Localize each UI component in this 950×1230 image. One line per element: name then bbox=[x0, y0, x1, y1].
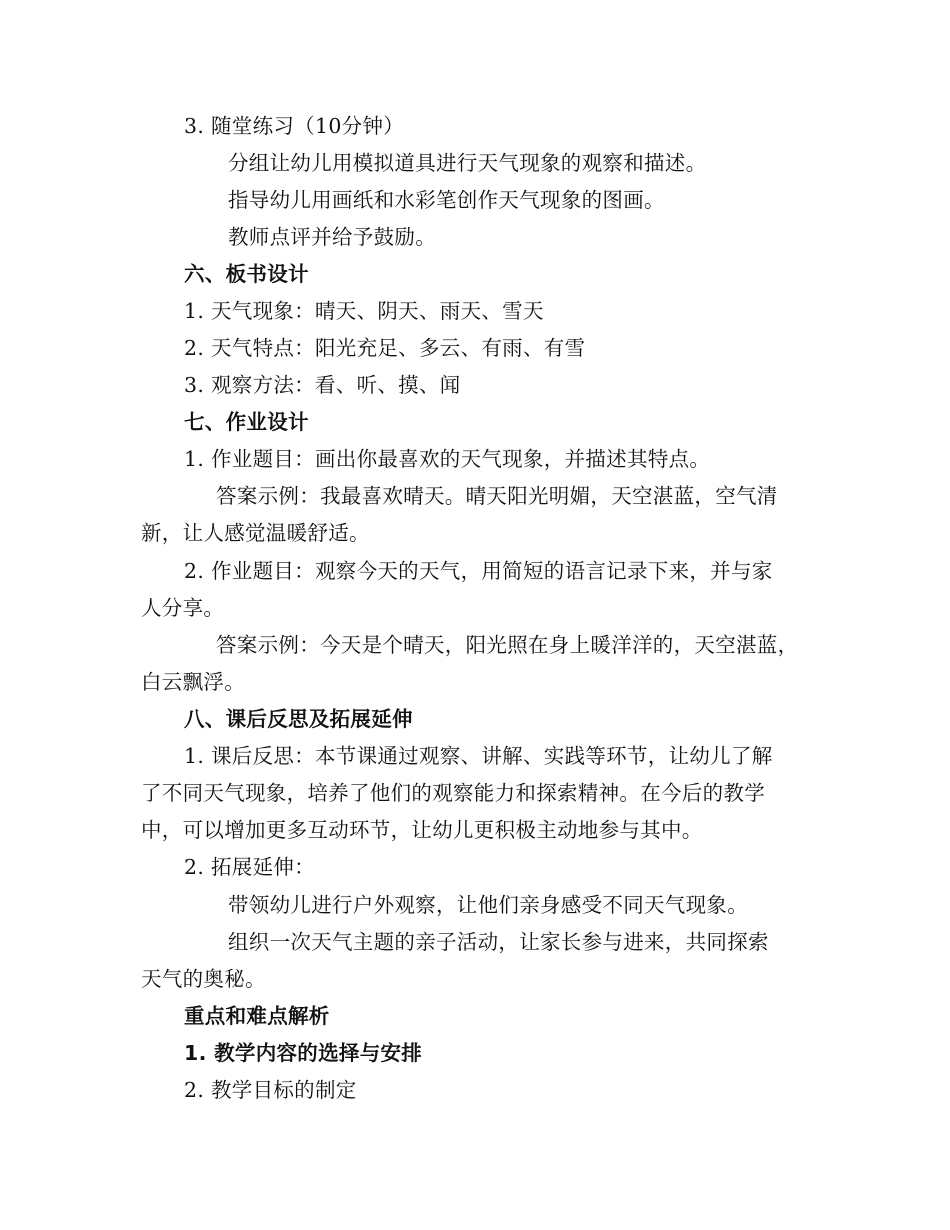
paragraph-line: 了不同天气现象，培养了他们的观察能力和探索精神。在今后的教学 bbox=[141, 781, 765, 805]
list-item-bold: 1. 教学内容的选择与安排 bbox=[184, 1041, 423, 1065]
section-heading-homework: 七、作业设计 bbox=[184, 410, 309, 434]
paragraph-line: 教师点评并给予鼓励。 bbox=[228, 225, 436, 249]
paragraph-line: 中，可以增加更多互动环节，让幼儿更积极主动地参与其中。 bbox=[141, 818, 703, 842]
paragraph-line: 新，让人感觉温暖舒适。 bbox=[141, 521, 370, 545]
list-item: 2. 作业题目：观察今天的天气，用简短的语言记录下来，并与家 bbox=[184, 559, 773, 583]
section-heading-board-design: 六、板书设计 bbox=[184, 262, 309, 286]
paragraph-line: 白云飘浮。 bbox=[141, 670, 245, 694]
paragraph-line: 天气的奥秘。 bbox=[141, 967, 266, 991]
list-item-practice: 3. 随堂练习（10分钟） bbox=[184, 114, 405, 138]
paragraph-line: 答案示例：我最喜欢晴天。晴天阳光明媚，天空湛蓝，空气清 bbox=[216, 484, 778, 508]
list-item: 2. 拓展延伸： bbox=[184, 855, 315, 879]
list-item: 3. 观察方法：看、听、摸、闻 bbox=[184, 373, 461, 397]
list-item: 1. 作业题目：画出你最喜欢的天气现象，并描述其特点。 bbox=[184, 447, 711, 471]
paragraph-line: 组织一次天气主题的亲子活动，让家长参与进来，共同探索 bbox=[228, 930, 769, 954]
section-heading-reflection: 八、课后反思及拓展延伸 bbox=[184, 707, 413, 731]
list-item: 1. 课后反思：本节课通过观察、讲解、实践等环节，让幼儿了解 bbox=[184, 744, 773, 768]
paragraph-line: 分组让幼儿用模拟道具进行天气现象的观察和描述。 bbox=[228, 151, 707, 175]
paragraph-line: 答案示例：今天是个晴天，阳光照在身上暖洋洋的，天空湛蓝， bbox=[216, 633, 799, 657]
paragraph-line: 指导幼儿用画纸和水彩笔创作天气现象的图画。 bbox=[228, 188, 665, 212]
paragraph-line: 带领幼儿进行户外观察，让他们亲身感受不同天气现象。 bbox=[228, 893, 748, 917]
list-item: 2. 教学目标的制定 bbox=[184, 1078, 357, 1102]
section-heading-key-points: 重点和难点解析 bbox=[184, 1004, 330, 1028]
paragraph-line: 人分享。 bbox=[141, 596, 225, 620]
list-item: 2. 天气特点：阳光充足、多云、有雨、有雪 bbox=[184, 336, 586, 360]
list-item: 1. 天气现象：晴天、阴天、雨天、雪天 bbox=[184, 299, 544, 323]
